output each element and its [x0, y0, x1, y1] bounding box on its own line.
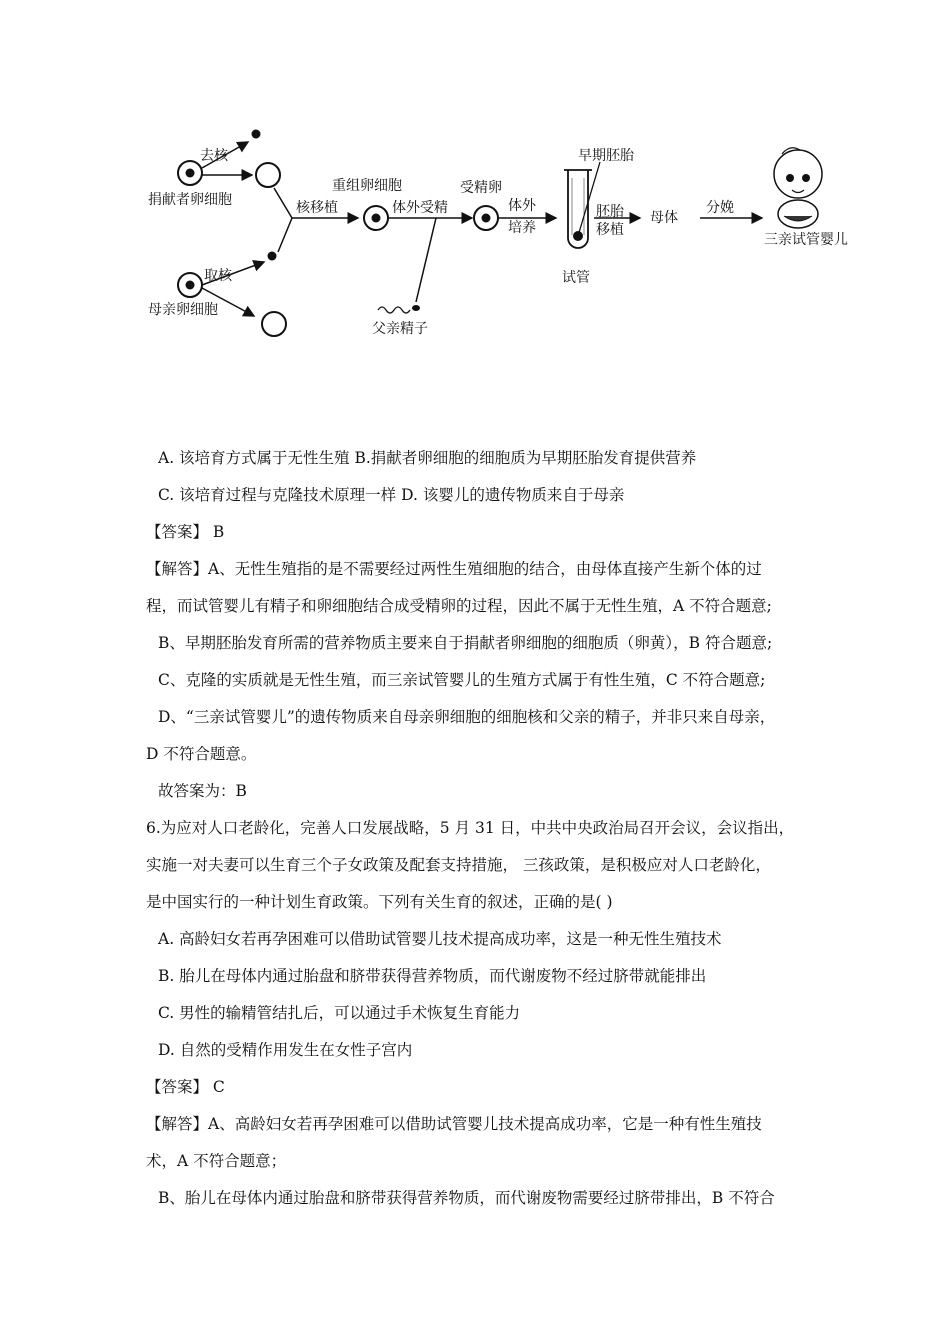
q6-option-b: B. 胎儿在母体内通过胎盘和脐带获得营养物质，而代谢废物不经过脐带就能排出	[158, 967, 707, 985]
fertilized-egg-label: 受精卵	[460, 180, 502, 196]
donor-egg-cell	[178, 161, 202, 185]
ivf-process-diagram	[130, 120, 890, 360]
baby-icon	[774, 148, 822, 228]
q6-explanation-2: 术，A 不符合题意；	[146, 1152, 287, 1170]
enucleated-egg	[256, 163, 280, 187]
culture-label-1: 体外	[508, 198, 536, 214]
q5-final-answer: 故答案为：B	[158, 782, 247, 800]
q6-option-c: C. 男性的输精管结扎后，可以通过手术恢复生育能力	[158, 1004, 521, 1022]
q5-explanation-2: 程，而试管婴儿有精子和卵细胞结合成受精卵的过程，因此不属于无性生殖，A 不符合题意;	[146, 597, 772, 615]
fertilized-egg-cell	[474, 206, 498, 230]
test-tube-label: 试管	[562, 270, 590, 286]
delivery-label: 分娩	[706, 200, 734, 216]
mother-body-label: 母体	[650, 210, 678, 226]
reconstructed-egg-label: 重组卵细胞	[332, 178, 402, 194]
mother-nucleus-dot	[268, 252, 277, 261]
q6-option-a: A. 高龄妇女若再孕困难可以借助试管婴儿技术提高成功率，这是一种无性生殖技术	[158, 930, 722, 948]
test-tube-icon	[564, 170, 592, 248]
mother-egg-cell	[178, 273, 202, 297]
q5-options-line-1: A. 该培育方式属于无性生殖 B.捐献者卵细胞的细胞质为早期胚胎发育提供营养	[158, 449, 697, 467]
diagram-svg	[130, 120, 890, 360]
sperm-line	[416, 218, 436, 302]
question-text-block	[146, 440, 826, 1217]
q5-answer: 【答案】 B	[146, 523, 225, 541]
q5-explanation-4: C、克隆的实质就是无性生殖，而三亲试管婴儿的生殖方式属于有性生殖，C 不符合题意;	[158, 671, 766, 689]
reconstructed-egg-cell	[364, 206, 388, 230]
transfer-label-2: 移植	[596, 222, 624, 238]
q5-explanation-3: B、早期胚胎发育所需的营养物质主要来自于捐献者卵细胞的细胞质（卵黄），B 符合题意;	[158, 634, 773, 652]
culture-label-2: 培养	[508, 220, 536, 236]
baby-label: 三亲试管婴儿	[764, 232, 848, 248]
removed-nucleus-dot	[252, 130, 261, 139]
transfer-label-1: 胚胎	[596, 204, 624, 220]
remove-nucleus-label: 去核	[200, 148, 228, 164]
q6-option-d: D. 自然的受精作用发生在女性子宫内	[158, 1041, 413, 1059]
take-nucleus-label: 取核	[204, 268, 232, 284]
q5-explanation-5: D、“三亲试管婴儿”的遗传物质来自母亲卵细胞的细胞核和父亲的精子，并非只来自母亲，	[158, 708, 776, 726]
q5-explanation-6: D 不符合题意。	[146, 745, 257, 763]
q5-options-line-2: C. 该培育过程与克隆技术原理一样 D. 该婴儿的遗传物质来自于母亲	[158, 486, 625, 504]
mother-egg-label: 母亲卵细胞	[148, 302, 218, 318]
early-embryo-label: 早期胚胎	[578, 148, 634, 164]
q6-stem-3: 是中国实行的一种计划生育政策。下列有关生育的叙述，正确的是( )	[146, 893, 613, 911]
father-sperm-label: 父亲精子	[372, 321, 428, 337]
q6-answer: 【答案】 C	[146, 1078, 225, 1096]
nuclear-transfer-label: 核移植	[296, 200, 338, 216]
ivf-label: 体外受精	[392, 200, 448, 216]
donor-egg-label: 捐献者卵细胞	[148, 192, 232, 208]
q5-explanation-1: 【解答】A、无性生殖指的是不需要经过两性生殖细胞的结合，由母体直接产生新个体的过	[146, 560, 762, 578]
q6-stem-2: 实施一对夫妻可以生育三个子女政策及配套支持措施， 三孩政策，是积极应对人口老龄化，	[146, 856, 771, 874]
q6-stem-1: 6.为应对人口老龄化，完善人口发展战略，5 月 31 日，中共中央政治局召开会议，会议指出，	[146, 819, 795, 837]
sperm-icon	[378, 305, 420, 313]
leftover-egg	[262, 312, 286, 336]
q6-explanation-1: 【解答】A、高龄妇女若再孕困难可以借助试管婴儿技术提高成功率，它是一种有性生殖技	[146, 1115, 762, 1133]
merge-line-top	[274, 188, 292, 218]
q6-explanation-3: B、胎儿在母体内通过胎盘和脐带获得营养物质，而代谢废物需要经过脐带排出，B 不符合	[158, 1189, 775, 1207]
merge-line-bottom	[278, 218, 292, 252]
